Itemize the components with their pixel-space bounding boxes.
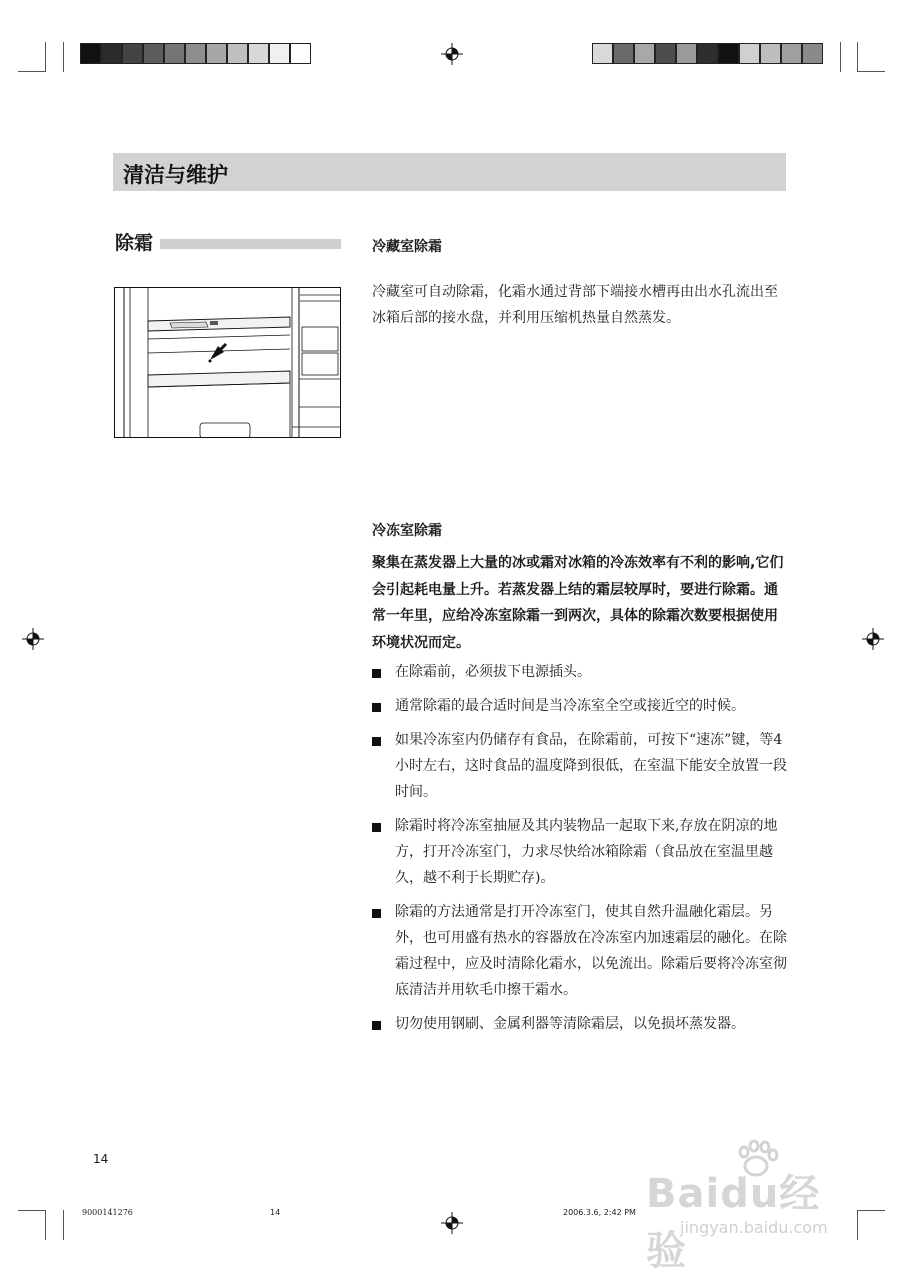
registration-mark-right — [862, 628, 884, 650]
footer-doc-id: 9000141276 — [82, 1208, 133, 1217]
list-item: 除霜时将冷冻室抽屉及其内装物品一起取下来,存放在阴凉的地方，打开冷冻室门，力求尽快给冰箱除霜（食品放在室温里越久，越不利于长期贮存)。 — [368, 813, 788, 891]
section-title: 除霜 — [115, 232, 154, 254]
color-bar-left — [80, 43, 311, 64]
crop-mark — [18, 71, 46, 72]
color-swatch — [185, 43, 206, 64]
color-swatch — [739, 43, 760, 64]
list-item: 除霜的方法通常是打开冷冻室门，使其自然升温融化霜层。另外，也可用盛有热水的容器放在冷冻室内加速霜层的融化。在除霜过程中，应及时清除化霜水，以免流出。除霜后要将冷冻室彻底清洁并用软毛巾擦干霜水。 — [368, 899, 788, 1003]
color-swatch — [781, 43, 802, 64]
color-swatch — [613, 43, 634, 64]
color-swatch — [269, 43, 290, 64]
freezer-defrost-heading: 冷冻室除霜 — [372, 523, 442, 539]
color-swatch — [80, 43, 101, 64]
color-swatch — [718, 43, 739, 64]
color-swatch — [122, 43, 143, 64]
bullet-square-icon — [372, 909, 381, 918]
color-swatch — [697, 43, 718, 64]
list-item: 如果冷冻室内仍储存有食品，在除霜前，可按下“速冻”键，等4小时左右，这时食品的温度降到很低，在室温下能安全放置一段时间。 — [368, 727, 788, 805]
baidu-watermark — [640, 1140, 850, 1274]
list-item: 通常除霜的最合适时间是当冷冻室全空或接近空的时候。 — [368, 693, 788, 719]
color-swatch — [101, 43, 122, 64]
crop-mark — [18, 1210, 46, 1211]
crop-mark — [63, 1210, 64, 1240]
footer-page: 14 — [270, 1208, 281, 1217]
fridge-defrost-heading: 冷藏室除霜 — [372, 239, 442, 255]
bullet-square-icon — [372, 703, 381, 712]
bullet-square-icon — [372, 669, 381, 678]
list-item: 切勿使用钢刷、金属利器等清除霜层，以免损坏蒸发器。 — [368, 1011, 788, 1037]
color-swatch — [802, 43, 823, 64]
color-swatch — [206, 43, 227, 64]
crop-mark — [840, 42, 841, 72]
color-swatch — [143, 43, 164, 64]
color-swatch — [634, 43, 655, 64]
chapter-header — [113, 153, 786, 191]
chapter-title: 清洁与维护 — [123, 163, 228, 187]
bullet-square-icon — [372, 1021, 381, 1030]
section-title-rule — [160, 239, 341, 249]
registration-mark-bottom — [441, 1212, 463, 1234]
bullet-square-icon — [372, 823, 381, 832]
color-swatch — [655, 43, 676, 64]
crop-mark — [45, 1210, 46, 1240]
crop-mark — [45, 42, 46, 72]
fridge-interior-illustration — [114, 287, 341, 438]
crop-mark — [63, 42, 64, 72]
crop-mark — [857, 1210, 885, 1211]
color-bar-right — [592, 43, 823, 64]
color-swatch — [227, 43, 248, 64]
crop-mark — [857, 42, 858, 72]
watermark-url: jingyan.baidu.com — [680, 1218, 828, 1237]
bullet-square-icon — [372, 737, 381, 746]
crop-mark — [857, 71, 885, 72]
footer-date: 2006.3.6, 2:42 PM — [563, 1208, 636, 1217]
freezer-defrost-steps — [368, 659, 788, 1045]
color-swatch — [676, 43, 697, 64]
crop-mark — [857, 1210, 858, 1240]
registration-mark-top — [441, 43, 463, 65]
freezer-defrost-intro: 聚集在蒸发器上大量的冰或霜对冰箱的冷冻效率有不利的影响,它们会引起耗电量上升。若蒸发器上结的霜层较厚时，要进行除霜。通常一年里，应给冷冻室除霜一到两次，具体的除霜次数要根据使用环境状况而定。 — [372, 555, 784, 651]
color-swatch — [592, 43, 613, 64]
fridge-defrost-text: 冷藏室可自动除霜，化霜水通过背部下端接水槽再由出水孔流出至冰箱后部的接水盘，并利用压缩机热量自然蒸发。 — [372, 284, 778, 326]
page-number: 14 — [93, 1152, 109, 1166]
list-item: 在除霜前，必须拔下电源插头。 — [368, 659, 788, 685]
watermark-logo: Baidu经验 — [646, 1171, 821, 1274]
color-swatch — [164, 43, 185, 64]
color-swatch — [290, 43, 311, 64]
color-swatch — [760, 43, 781, 64]
color-swatch — [248, 43, 269, 64]
registration-mark-left — [22, 628, 44, 650]
